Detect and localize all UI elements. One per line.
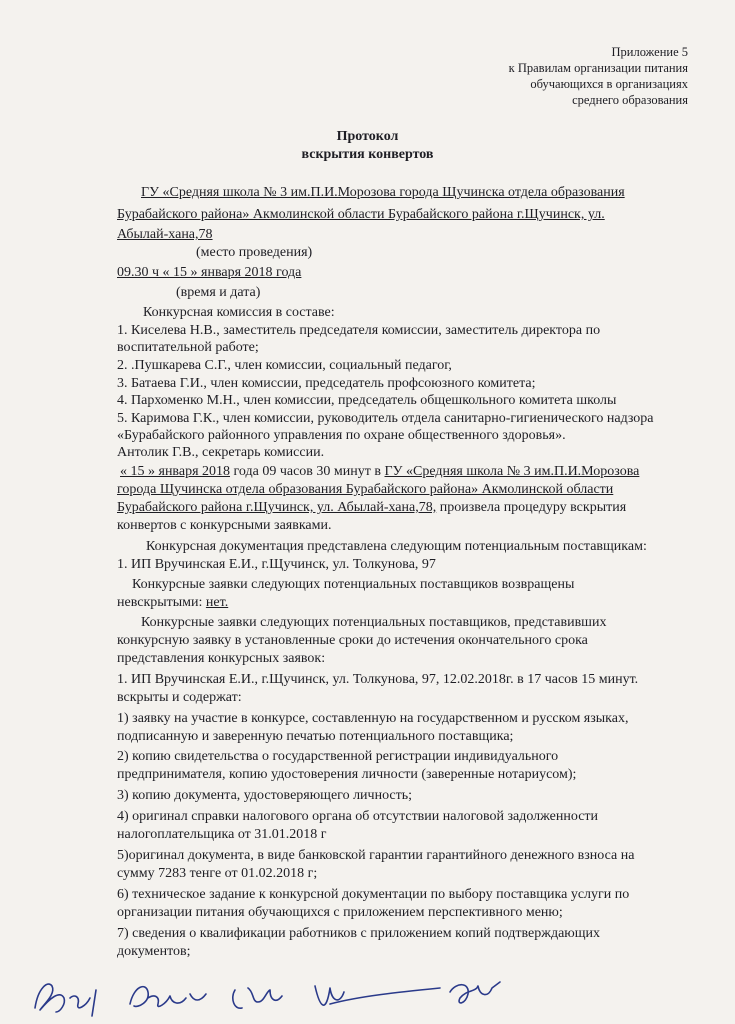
commission-member: 2. .Пушкарева С.Г., член комиссии, социальный педагог, (117, 358, 452, 373)
docs-heading: Конкурсная документация представлена следующим потенциальным поставщикам: (146, 539, 647, 554)
appendix-line: обучающихся в организациях (530, 77, 688, 91)
contents-line: организации питания обучающихся с приложением перспективного меню; (117, 905, 563, 920)
appendix-line: Приложение 5 (611, 45, 688, 59)
opening-line: города Щучинска отдела образования Бурабайского района» Акмолинской области (117, 482, 614, 497)
venue-line: Бурабайского района» Акмолинской области Бурабайского района г.Щучинск, ул. (117, 207, 605, 222)
contents-line: сумму 7283 тенге от 01.02.2018 г; (117, 866, 318, 881)
contents-line: 3) копию документа, удостоверяющего личность; (117, 788, 413, 803)
docs-item: 1. ИП Вручинская Е.И., г.Щучинск, ул. Толкунова, 97 (117, 557, 436, 572)
commission-member: воспитательной работе; (117, 340, 259, 355)
venue-line: ГУ «Средняя школа № 3 им.П.И.Морозова города Щучинска отдела образования (141, 185, 625, 200)
contents-line: 6) техническое задание к конкурсной документации по выбору поставщика услуги по (117, 887, 630, 902)
opening-line: Бурабайского района г.Щучинск, ул. Абылай-хана,78, произвела процедуру вскрытия (117, 500, 627, 515)
commission-member: «Бурабайского районного управления по охране общественного здоровья». (117, 428, 566, 443)
contents-line: 4) оригинал справки налогового органа об отсутствии налоговой задолженности (117, 809, 599, 824)
signature-4 (315, 986, 440, 1005)
contents-line: 5)оригинал документа, в виде банковской гарантии гарантийного денежного взноса на (117, 848, 635, 863)
submitted-contains: вскрыты и содержат: (117, 690, 242, 705)
submitted-line: Конкурсные заявки следующих потенциальных поставщиков, представивших (141, 615, 607, 630)
opening-line: конвертов с конкурсными заявками. (117, 518, 332, 533)
signature-3 (233, 988, 282, 1008)
signature-1 (35, 984, 96, 1016)
commission-heading: Конкурсная комиссия в составе: (143, 305, 335, 320)
commission-member: 1. Киселева Н.В., заместитель председателя комиссии, заместитель директора по (117, 323, 601, 338)
contents-line: 2) копию свидетельства о государственной регистрации индивидуального (117, 749, 559, 764)
signature-5 (450, 982, 500, 1003)
datetime-value: 09.30 ч « 15 » января 2018 года (117, 265, 302, 280)
submitted-line: конкурсную заявку в установленные сроки до истечения окончательного срока (117, 633, 588, 648)
returned-line: невскрытыми: нет. (117, 595, 229, 610)
submitted-item: 1. ИП Вручинская Е.И., г.Щучинск, ул. Толкунова, 97, 12.02.2018г. в 17 часов 15 минут. (117, 672, 639, 687)
returned-line: Конкурсные заявки следующих потенциальных поставщиков возвращены (132, 577, 575, 592)
contents-line: предпринимателя, копию удостоверения личности (заверенные нотариусом); (117, 767, 577, 782)
opening-line: « 15 » января 2018 года 09 часов 30 минут в ГУ «Средняя школа № 3 им.П.И.Морозова (120, 464, 640, 479)
appendix-header (428, 44, 688, 108)
venue-caption: (место проведения) (196, 245, 313, 260)
submitted-line: представления конкурсных заявок: (117, 651, 326, 666)
appendix-line: среднего образования (572, 93, 688, 107)
contents-line: налогоплательщика от 31.01.2018 г (117, 827, 327, 842)
commission-member: 5. Каримова Г.К., член комиссии, руководитель отдела санитарно-гигиенического надзора (117, 411, 654, 426)
commission-member: 3. Батаева Г.И., член комиссии, председатель профсоюзного комитета; (117, 376, 536, 391)
signature-2 (130, 987, 206, 1007)
datetime-caption: (время и дата) (176, 285, 261, 300)
contents-line: документов; (117, 944, 191, 959)
contents-line: 7) сведения о квалификации работников с приложением копий подтверждающих (117, 926, 601, 941)
contents-line: подписанную и заверенную печатью потенциального поставщика; (117, 729, 514, 744)
commission-secretary: Антолик Г.В., секретарь комиссии. (117, 445, 325, 460)
contents-line: 1) заявку на участие в конкурсе, составленную на государственном и русском языках, (117, 711, 629, 726)
handwritten-signatures (30, 968, 550, 1023)
document-title: Протокол (336, 129, 399, 144)
venue-line: Абылай-хана,78 (117, 227, 213, 242)
document-subtitle: вскрытия конвертов (301, 147, 434, 162)
commission-member: 4. Пархоменко М.Н., член комиссии, председатель общешкольного комитета школы (117, 393, 617, 408)
appendix-line: к Правилам организации питания (508, 61, 688, 75)
